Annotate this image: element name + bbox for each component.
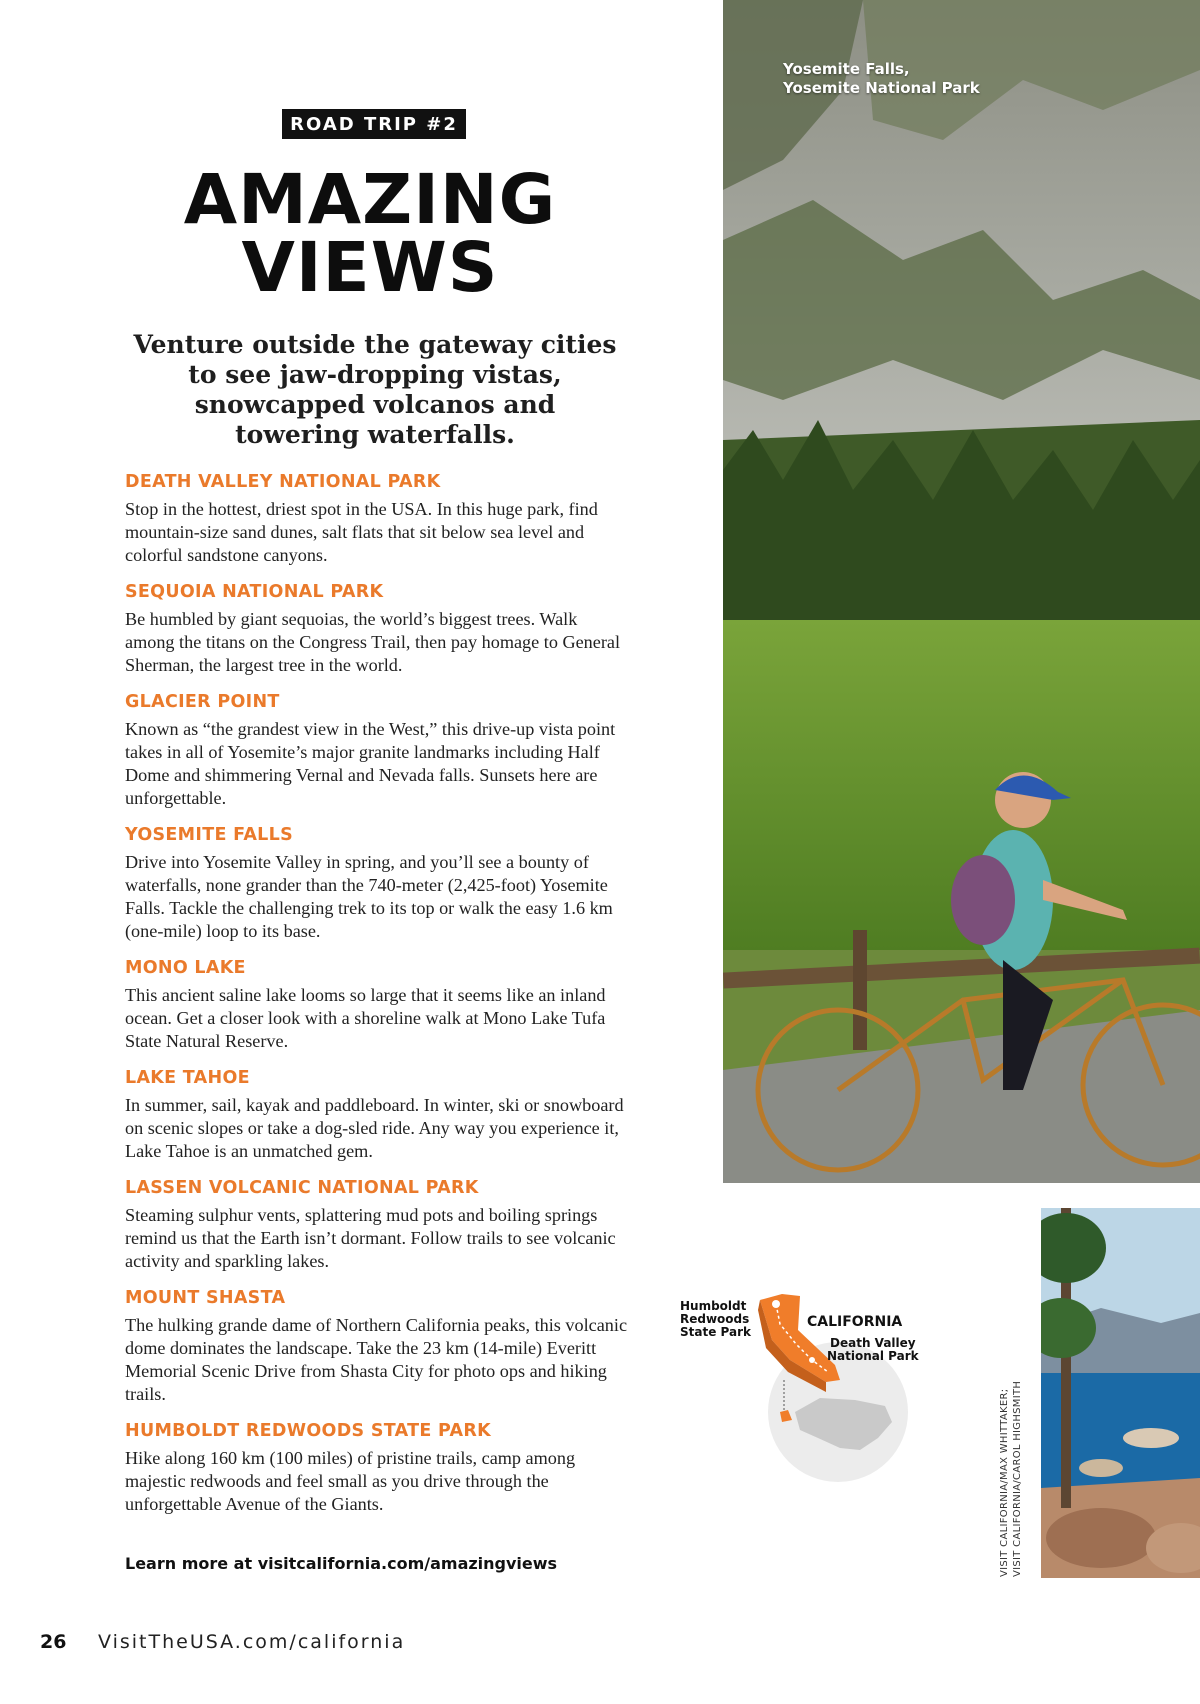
section-body: The hulking grande dame of Northern California peaks, this volcanic dome dominates the landscape. Take the 23 km (14-mile) Everitt Memorial Scenic Drive from Shasta City for photo ops and hiking trails.: [125, 1315, 628, 1404]
end-point-marker: [809, 1357, 815, 1363]
section-sequoia: [125, 582, 630, 677]
destination-list: [125, 472, 630, 1531]
caption-line-2: Yosemite National Park: [783, 79, 980, 97]
route-map: [680, 1280, 930, 1520]
section-humboldt: [125, 1421, 630, 1516]
yosemite-cyclist-photo: [723, 0, 1200, 1183]
section-yosemite-falls: [125, 825, 630, 943]
credit-line-1: VISIT CALIFORNIA/MAX WHITTAKER;: [999, 1388, 1010, 1577]
map-state-label: CALIFORNIA: [807, 1314, 903, 1330]
section-mono-lake: [125, 958, 630, 1053]
page-title: [120, 160, 620, 308]
footer-url[interactable]: VisitTheUSA.com/california: [98, 1631, 406, 1653]
section-body: Be humbled by giant sequoias, the world’s biggest trees. Walk among the titans on the Congress Trail, then pay homage to General Sherman, the largest tree in the world.: [125, 609, 621, 675]
lake-tahoe-photo: [1041, 1208, 1200, 1578]
section-body: Steaming sulphur vents, splattering mud pots and boiling springs remind us that the Earth isn’t dormant. Follow trails to see volcanic activity and sparkling lakes.: [125, 1205, 616, 1271]
end-label-line: National Park: [827, 1349, 919, 1363]
road-trip-badge: ROAD TRIP #2: [282, 109, 466, 139]
page-number: 26: [40, 1631, 67, 1653]
section-heading: GLACIER POINT: [125, 692, 280, 712]
section-heading: MOUNT SHASTA: [125, 1288, 286, 1308]
section-body: Drive into Yosemite Valley in spring, and you’ll see a bounty of waterfalls, none grander than the 740-meter (2,425-foot) Yosemite Falls. Tackle the challenging trek to its top or walk the easy 1.6 km (one-mile) loop to its base.: [125, 852, 613, 941]
title-line-1: AMAZING: [183, 160, 557, 240]
map-end-label: [827, 1337, 919, 1363]
section-heading: YOSEMITE FALLS: [125, 825, 293, 845]
photo-credits: [998, 1381, 1024, 1577]
section-mount-shasta: [125, 1288, 630, 1406]
learn-more-link[interactable]: Learn more at visitcalifornia.com/amazingviews: [125, 1554, 558, 1573]
section-lassen: [125, 1178, 630, 1273]
section-heading: SEQUOIA NATIONAL PARK: [125, 582, 384, 602]
section-heading: MONO LAKE: [125, 958, 246, 978]
start-label-line: State Park: [680, 1325, 751, 1339]
section-heading: DEATH VALLEY NATIONAL PARK: [125, 472, 441, 492]
caption-line-1: Yosemite Falls,: [783, 60, 910, 78]
map-start-label: [680, 1300, 751, 1339]
title-line-2: VIEWS: [241, 228, 499, 308]
start-label-line: Redwoods: [680, 1312, 750, 1326]
section-body: Known as “the grandest view in the West,” this drive-up vista point takes in all of Yosemite’s major granite landmarks including Half Dome and shimmering Vernal and Nevada falls. Sunsets here are unforgettable.: [125, 719, 616, 808]
section-heading: HUMBOLDT REDWOODS STATE PARK: [125, 1421, 491, 1441]
section-body: Hike along 160 km (100 miles) of pristine trails, camp among majestic redwoods and feel small as you drive through the unforgettable Avenue of the Giants.: [125, 1448, 576, 1514]
section-lake-tahoe: [125, 1068, 630, 1163]
credit-line-2: VISIT CALIFORNIA/CAROL HIGHSMITH: [1012, 1380, 1023, 1577]
intro-text: Venture outside the gateway cities to see jaw-dropping vistas, snowcapped volcanos and towering waterfalls.: [133, 330, 617, 449]
start-point-marker: [772, 1300, 780, 1308]
start-label-line: Humboldt: [680, 1299, 747, 1313]
section-death-valley: [125, 472, 630, 567]
section-heading: LAKE TAHOE: [125, 1068, 250, 1088]
end-label-line: Death Valley: [830, 1336, 916, 1350]
section-body: Stop in the hottest, driest spot in the USA. In this huge park, find mountain-size sand dunes, salt flats that sit below sea level and colorful sandstone canyons.: [125, 499, 598, 565]
section-glacier-point: [125, 692, 630, 810]
photo-caption: [783, 60, 980, 98]
section-body: This ancient saline lake looms so large that it seems like an inland ocean. Get a closer look with a shoreline walk at Mono Lake Tufa State Natural Reserve.: [125, 985, 606, 1051]
section-heading: LASSEN VOLCANIC NATIONAL PARK: [125, 1178, 479, 1198]
section-body: In summer, sail, kayak and paddleboard. In winter, ski or snowboard on scenic slopes or take a dog-sled ride. Any way you experience it, Lake Tahoe is an unmatched gem.: [125, 1095, 624, 1161]
